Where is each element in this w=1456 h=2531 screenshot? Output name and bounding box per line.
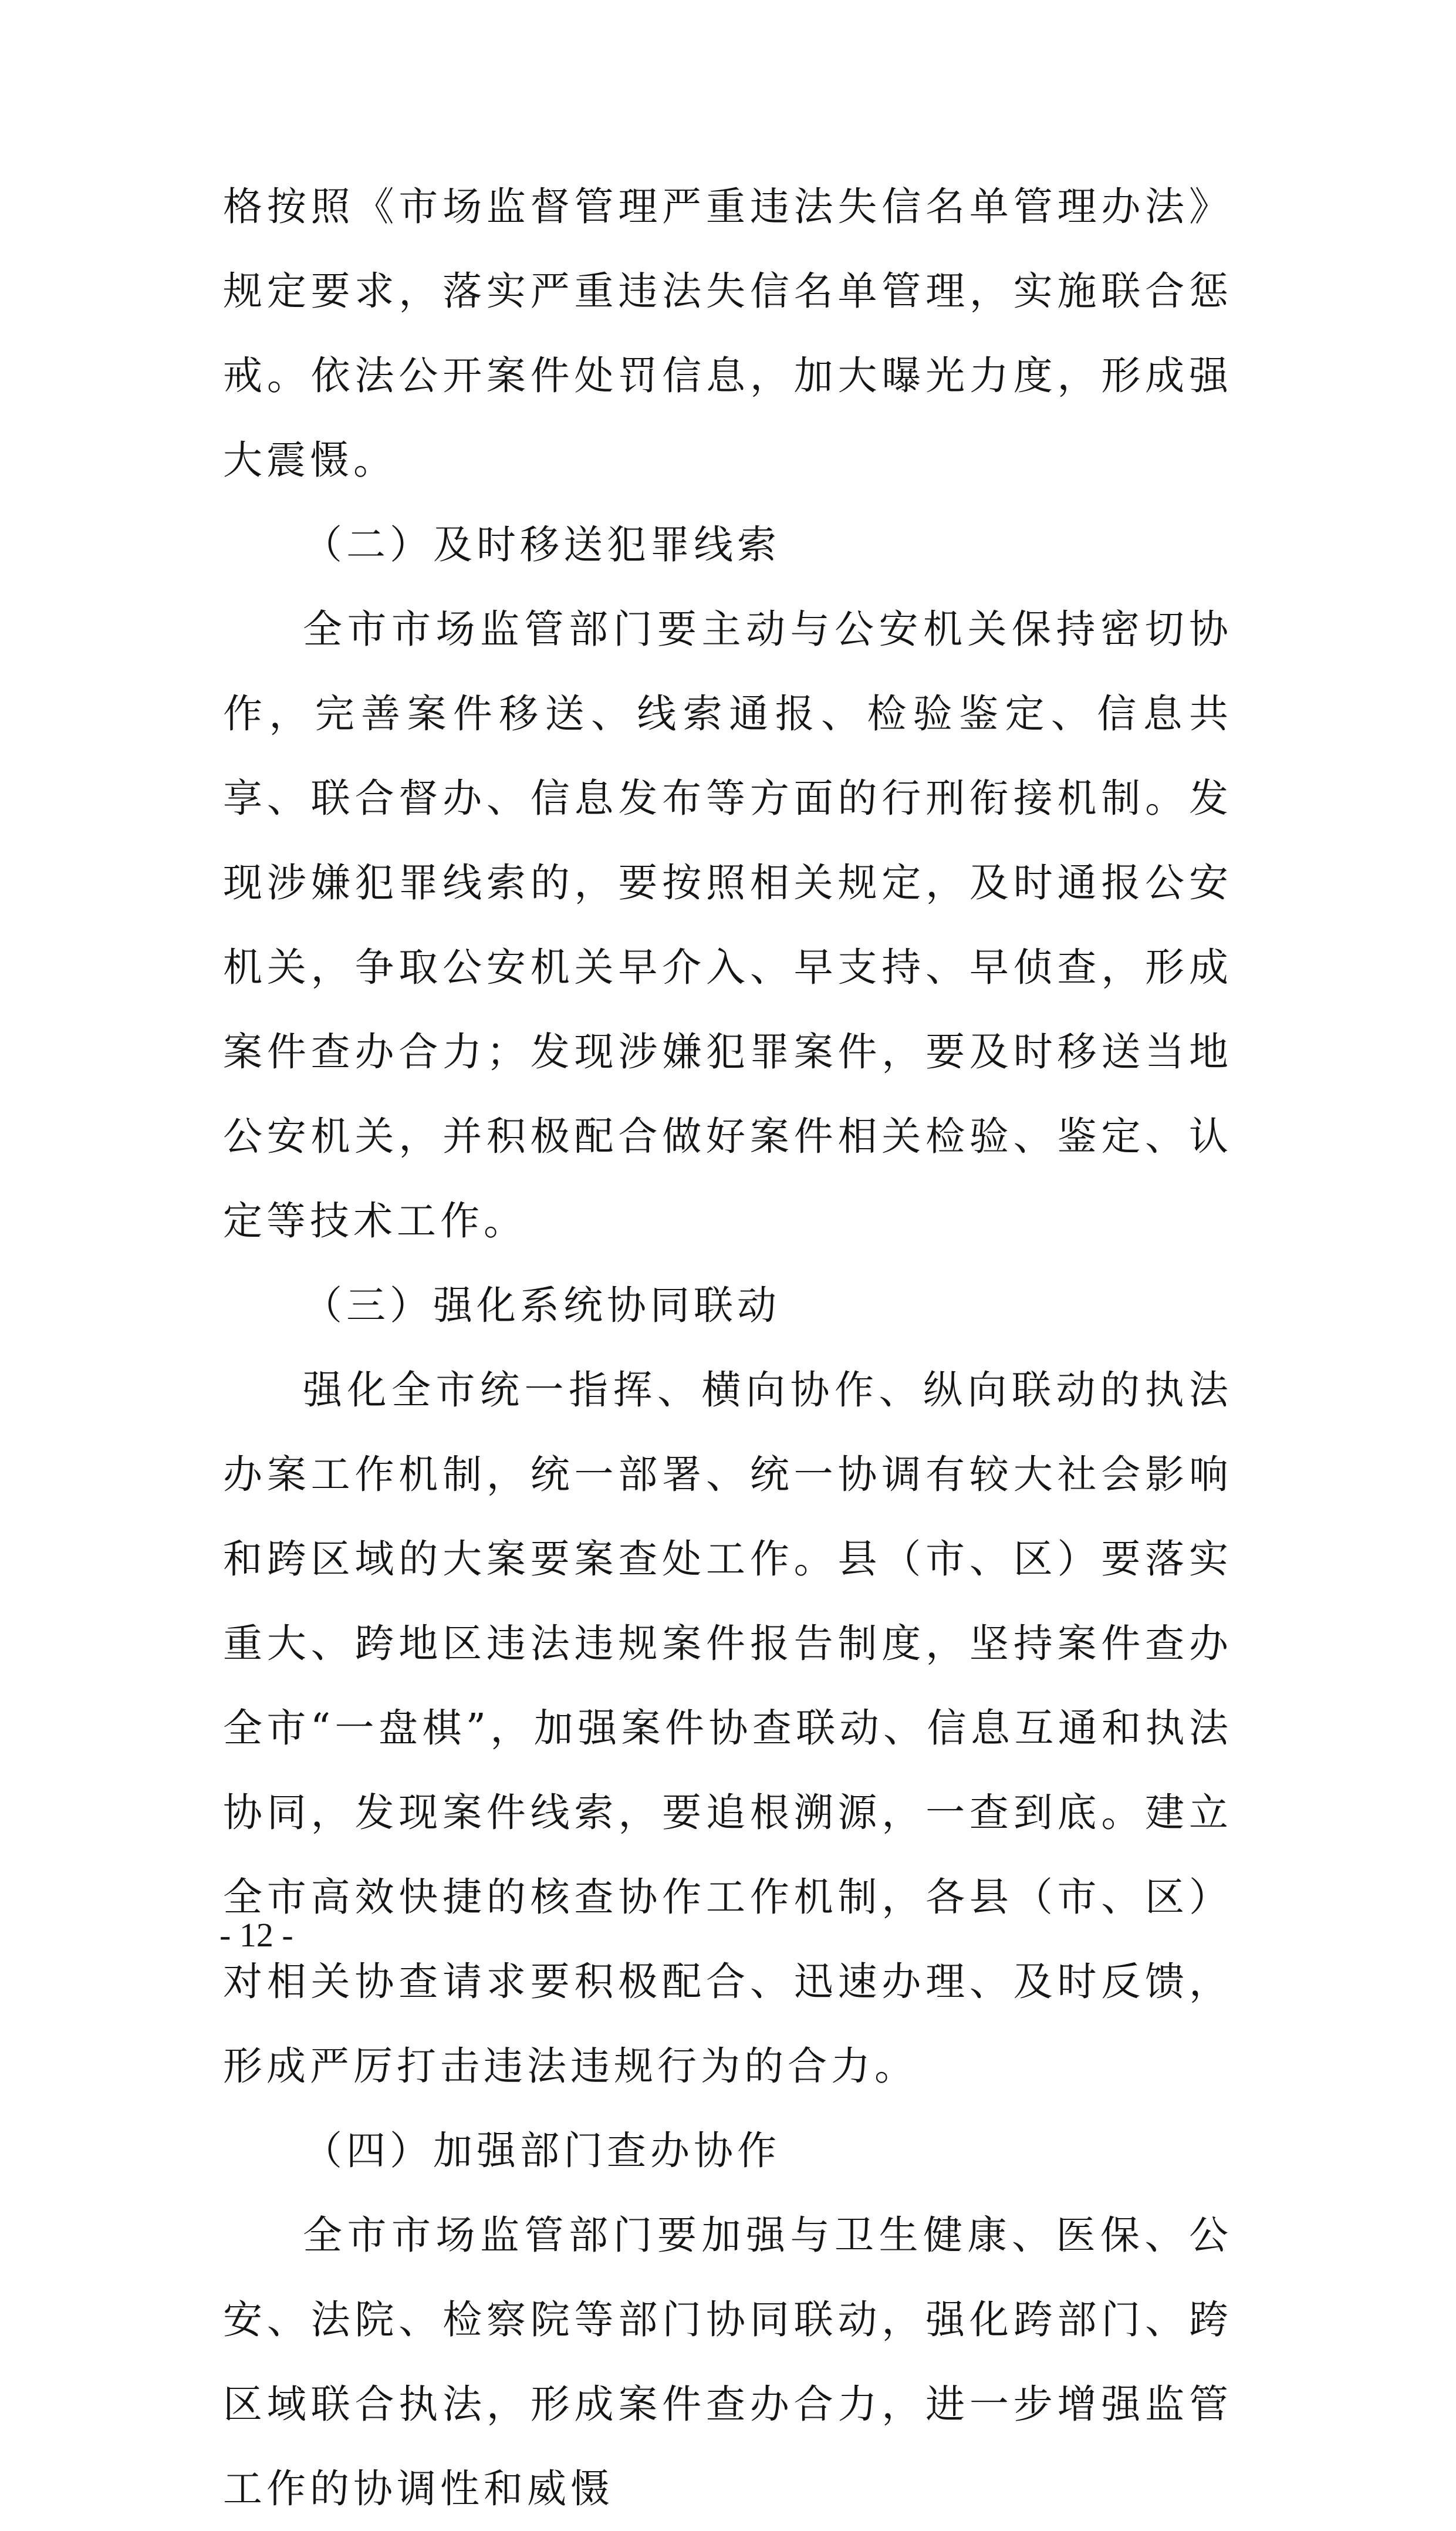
page-number: - 12 - — [219, 1916, 293, 1954]
body-paragraph-4: 全市市场监管部门要加强与卫生健康、医保、公安、法院、检察院等部门协同联动，强化跨部门、跨区域联合执法，形成案件查办合力，进一步增强监管工作的协调性和威慑 — [223, 2212, 1232, 2512]
body-paragraph-2: 全市市场监管部门要主动与公安机关保持密切协作，完善案件移送、线索通报、检验鉴定、信息共享、联合督办、信息发布等方面的行刑衔接机制。发现涉嫌犯罪线索的，要按照相关规定，及时通报公安机关，争取公安机关早介入、早支持、早侦查，形成案件查办合力；发现涉嫌犯罪案件，要及时移送当地公安机关，并积极配合做好案件相关检验、鉴定、认定等技术工作。 — [223, 606, 1232, 1244]
body-paragraph-3: 强化全市统一指挥、横向协作、纵向联动的执法办案工作机制，统一部署、统一协调有较大社会影响和跨区域的大案要案查处工作。县（市、区）要落实重大、跨地区违法违规案件报告制度，坚持案件查办全市“一盘棋”，加强案件协查联动、信息互通和执法协同，发现案件线索，要追根溯源，一查到底。建立全市高效快捷的核查协作工作机制，各县（市、区）对相关协查请求要积极配合、迅速办理、及时反馈，形成严厉打击违法违规行为的合力。 — [223, 1367, 1232, 2089]
section-heading-4: （四）加强部门查办协作 — [303, 2128, 781, 2174]
section-heading-2: （二）及时移送犯罪线索 — [303, 522, 781, 568]
document-body — [223, 164, 1232, 2531]
body-paragraph-1: 格按照《市场监督管理严重违法失信名单管理办法》规定要求，落实严重违法失信名单管理，实施联合惩戒。依法公开案件处罚信息，加大曝光力度，形成强大震慑。 — [223, 184, 1232, 483]
section-heading-3: （三）强化系统协同联动 — [303, 1283, 781, 1328]
